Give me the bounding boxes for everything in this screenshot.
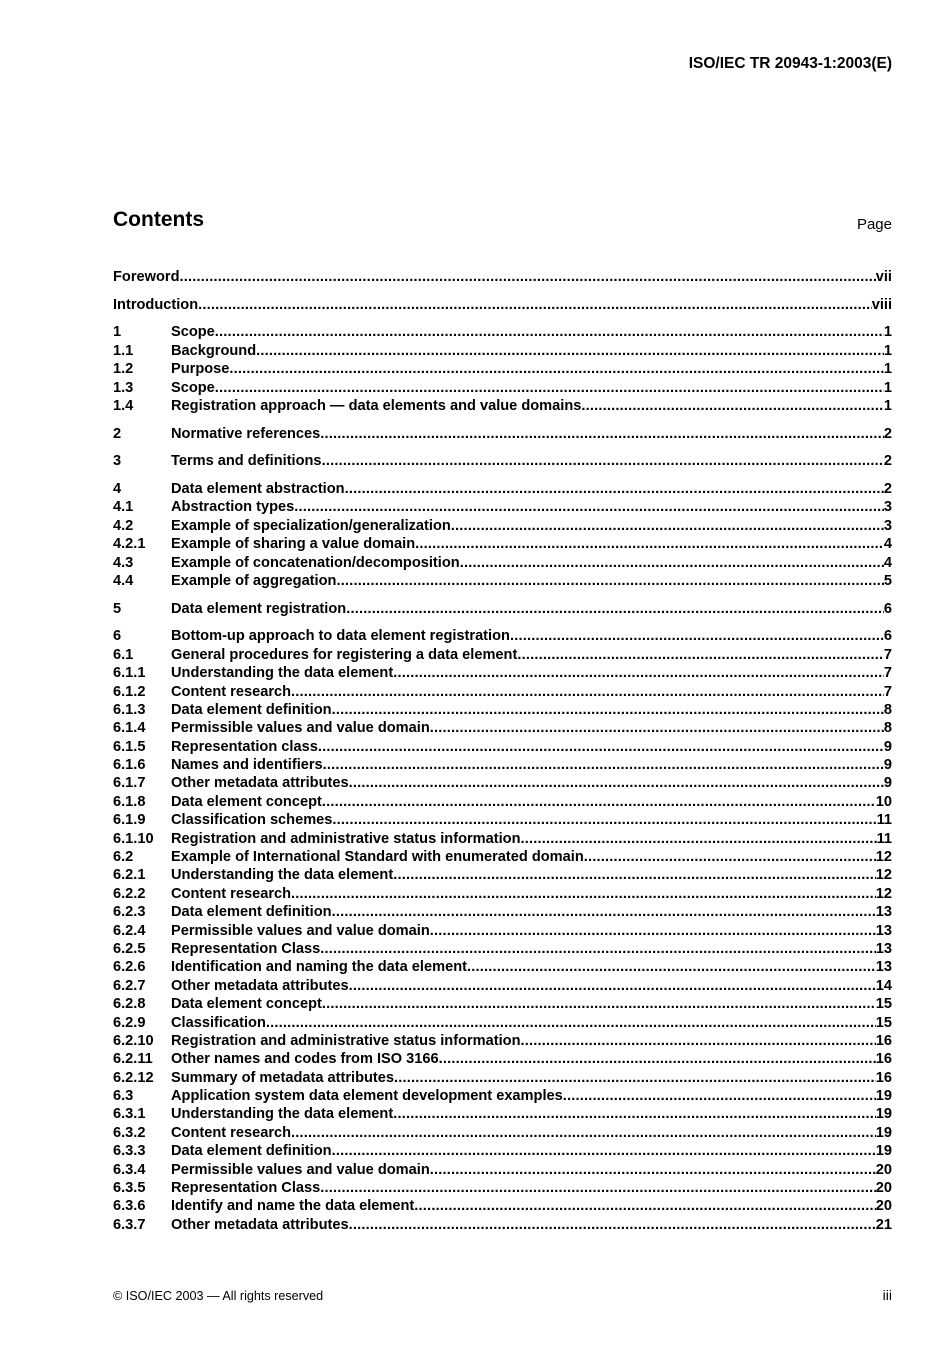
toc-group xyxy=(113,268,892,286)
toc-entry[interactable] xyxy=(113,701,892,719)
toc-dot-leader xyxy=(517,646,884,664)
toc-entry-number: 6.2.12 xyxy=(113,1069,154,1086)
toc-entry-title: Summary of metadata attributes xyxy=(171,1069,395,1086)
toc-entry-page: 12 xyxy=(875,885,892,902)
toc-dot-leader xyxy=(322,995,876,1013)
toc-entry-title: Other names and codes from ISO 3166 xyxy=(171,1051,439,1068)
toc-entry-title: Classification xyxy=(171,1014,266,1031)
toc-entry-page: viii xyxy=(871,296,892,313)
toc-entry-page: 6 xyxy=(883,600,892,617)
toc-entry[interactable] xyxy=(113,977,892,995)
toc-dot-leader xyxy=(229,360,883,378)
toc-entry-page: 10 xyxy=(875,793,892,810)
toc-entry[interactable] xyxy=(113,719,892,737)
toc-entry-page: 16 xyxy=(875,1069,892,1086)
toc-dot-leader xyxy=(393,1105,876,1123)
toc-entry-number: 4.1 xyxy=(113,499,134,516)
toc-entry-title: Permissible values and value domain xyxy=(171,922,430,939)
toc-entry[interactable] xyxy=(113,1142,892,1160)
toc-dot-leader xyxy=(467,958,876,976)
toc-dot-leader xyxy=(430,1161,876,1179)
toc-entry-number: 4 xyxy=(113,481,122,497)
toc-entry-title: Data element definition xyxy=(171,1143,332,1160)
toc-entry-number: 6.1.6 xyxy=(113,757,146,774)
toc-entry-number: 6.1.2 xyxy=(113,683,146,700)
toc-entry-title: Registration approach — data elements and value domains xyxy=(171,397,582,414)
toc-dot-leader xyxy=(291,885,876,903)
toc-entry[interactable] xyxy=(113,498,892,516)
toc-entry[interactable] xyxy=(113,379,892,397)
toc-dot-leader xyxy=(346,600,884,618)
toc-entry-number: 6.2.10 xyxy=(113,1032,154,1049)
toc-entry[interactable] xyxy=(113,885,892,903)
toc-dot-leader xyxy=(430,719,884,737)
toc-dot-leader xyxy=(294,498,884,516)
toc-entry[interactable] xyxy=(113,683,892,701)
toc-entry-page: 19 xyxy=(875,1124,892,1141)
toc-dot-leader xyxy=(256,342,884,360)
toc-dot-leader xyxy=(584,848,876,866)
toc-entry-number: 6.2.7 xyxy=(113,977,146,994)
page-number: iii xyxy=(882,1287,892,1303)
page-column-label: Page xyxy=(856,216,892,233)
toc-entry-title: Abstraction types xyxy=(171,499,295,516)
toc-dot-leader xyxy=(332,1142,876,1160)
toc-entry-number: 6.2.11 xyxy=(113,1051,153,1068)
toc-entry-page: 2 xyxy=(883,453,892,470)
toc-entry[interactable] xyxy=(113,793,892,811)
toc-dot-leader xyxy=(451,517,884,535)
toc-entry-title: Registration and administrative status information xyxy=(171,830,521,847)
toc-entry-page: 20 xyxy=(875,1161,892,1178)
toc-dot-leader xyxy=(415,535,884,553)
toc-entry-number: 4.2.1 xyxy=(113,536,146,553)
toc-entry-title: Content research xyxy=(171,683,292,700)
toc-dot-leader xyxy=(393,664,884,682)
copyright-notice: © ISO/IEC 2003 — All rights reserved xyxy=(113,1289,324,1303)
toc-group xyxy=(113,600,892,618)
toc-dot-leader xyxy=(320,425,884,443)
toc-entry[interactable] xyxy=(113,830,892,848)
table-of-contents xyxy=(113,268,892,1244)
toc-entry-title: Representation Class xyxy=(171,1180,321,1197)
toc-dot-leader xyxy=(266,1014,876,1032)
toc-entry[interactable] xyxy=(113,452,892,470)
toc-entry-title: Content research xyxy=(171,1124,292,1141)
toc-entry-number: 1.1 xyxy=(113,342,134,359)
toc-entry[interactable] xyxy=(113,940,892,958)
toc-entry-page: 7 xyxy=(883,646,892,663)
toc-entry-page: 5 xyxy=(883,572,892,589)
toc-entry[interactable] xyxy=(113,922,892,940)
toc-dot-leader xyxy=(336,572,883,590)
toc-entry-page: 15 xyxy=(875,1014,892,1031)
toc-entry-title: Understanding the data element xyxy=(171,867,394,884)
contents-heading: Contents xyxy=(113,208,204,231)
toc-entry-title: Other metadata attributes xyxy=(171,977,349,994)
document-identifier: ISO/IEC TR 20943-1:2003(E) xyxy=(688,55,892,72)
toc-entry-title: Identify and name the data element xyxy=(171,1198,415,1215)
toc-dot-leader xyxy=(521,830,877,848)
toc-entry[interactable] xyxy=(113,296,892,314)
toc-entry-title: Foreword xyxy=(113,269,180,285)
toc-entry[interactable] xyxy=(113,646,892,664)
toc-entry-number: 6.1 xyxy=(113,646,134,663)
toc-dot-leader xyxy=(291,683,884,701)
toc-entry-page: 20 xyxy=(875,1180,892,1197)
toc-entry-title: Example of concatenation/decomposition xyxy=(171,554,460,571)
toc-entry-page: 2 xyxy=(883,481,892,497)
toc-entry[interactable] xyxy=(113,323,892,341)
toc-entry-number: 6.1.1 xyxy=(113,665,146,682)
toc-dot-leader xyxy=(510,627,884,645)
toc-entry[interactable] xyxy=(113,535,892,553)
toc-entry-title: Data element definition xyxy=(171,904,332,921)
toc-entry-page: 13 xyxy=(875,959,892,976)
toc-entry-page: 8 xyxy=(883,701,892,718)
toc-entry-title: Data element concept xyxy=(171,996,322,1013)
toc-entry[interactable] xyxy=(113,756,892,774)
toc-entry-page: 1 xyxy=(883,379,892,396)
toc-dot-leader xyxy=(521,1032,876,1050)
toc-dot-leader xyxy=(345,480,884,498)
toc-entry-title: Identification and naming the data element xyxy=(171,959,467,976)
toc-entry[interactable] xyxy=(113,995,892,1013)
toc-entry-page: 20 xyxy=(875,1198,892,1215)
toc-entry-title: Permissible values and value domain xyxy=(171,720,430,737)
toc-entry-page: 7 xyxy=(883,665,892,682)
toc-entry-number: 6.1.5 xyxy=(113,738,146,755)
toc-dot-leader xyxy=(349,977,876,995)
toc-entry-number: 6.1.10 xyxy=(113,830,154,847)
toc-entry-page: 19 xyxy=(875,1143,892,1160)
toc-entry-number: 6.1.4 xyxy=(113,720,146,737)
toc-entry-number: 6.2.3 xyxy=(113,904,146,921)
toc-entry-number: 6.2.6 xyxy=(113,959,146,976)
toc-entry-number: 6.3.1 xyxy=(113,1106,146,1123)
toc-dot-leader xyxy=(394,1069,876,1087)
toc-entry[interactable] xyxy=(113,848,892,866)
toc-entry-number: 6.3.7 xyxy=(113,1216,146,1233)
toc-entry[interactable] xyxy=(113,774,892,792)
toc-entry-page: 13 xyxy=(875,922,892,939)
toc-group xyxy=(113,452,892,470)
toc-entry[interactable] xyxy=(113,268,892,286)
toc-entry-title: Data element registration xyxy=(171,600,347,617)
toc-entry[interactable] xyxy=(113,397,892,415)
toc-entry-page: 4 xyxy=(883,554,892,571)
toc-entry-number: 6.2.9 xyxy=(113,1014,146,1031)
toc-entry-title: Representation Class xyxy=(171,940,321,957)
toc-entry-title: Data element concept xyxy=(171,793,322,810)
toc-entry-page: 2 xyxy=(883,425,892,442)
toc-entry-number: 2 xyxy=(113,425,122,442)
toc-entry[interactable] xyxy=(113,738,892,756)
toc-entry-page: 16 xyxy=(875,1032,892,1049)
toc-entry-title: Classification schemes xyxy=(171,812,333,829)
toc-entry-page: 21 xyxy=(875,1216,892,1233)
toc-dot-leader xyxy=(215,323,884,341)
toc-entry-page: 9 xyxy=(883,757,892,774)
toc-entry-number: 5 xyxy=(113,600,122,617)
toc-entry-number: 6.2.1 xyxy=(113,867,146,884)
toc-dot-leader xyxy=(322,452,884,470)
toc-entry-page: 7 xyxy=(883,683,892,700)
toc-dot-leader xyxy=(393,866,876,884)
toc-entry-number: 6.3.6 xyxy=(113,1198,146,1215)
toc-entry-page: 3 xyxy=(883,499,892,516)
toc-entry-page: 14 xyxy=(875,977,892,994)
toc-dot-leader xyxy=(349,774,884,792)
toc-entry-title: General procedures for registering a data element xyxy=(171,646,518,663)
toc-entry-number: 1.3 xyxy=(113,379,134,396)
toc-entry-number: 6.3.4 xyxy=(113,1161,146,1178)
toc-entry[interactable] xyxy=(113,1050,892,1068)
toc-dot-leader xyxy=(430,922,876,940)
toc-entry-title: Content research xyxy=(171,885,292,902)
toc-entry[interactable] xyxy=(113,572,892,590)
toc-entry-title: Names and identifiers xyxy=(171,757,323,774)
toc-dot-leader xyxy=(414,1197,875,1215)
toc-entry-number: 6.2 xyxy=(113,849,134,866)
toc-dot-leader xyxy=(291,1124,876,1142)
toc-entry-number: 6.2.8 xyxy=(113,996,146,1013)
toc-entry-page: 9 xyxy=(883,738,892,755)
toc-dot-leader xyxy=(332,701,884,719)
toc-entry-page: 4 xyxy=(883,536,892,553)
toc-entry-page: 1 xyxy=(883,324,892,341)
toc-entry-number: 6.3.3 xyxy=(113,1143,146,1160)
toc-entry-page: 12 xyxy=(875,849,892,866)
toc-entry[interactable] xyxy=(113,1161,892,1179)
toc-entry-page: 19 xyxy=(875,1088,892,1105)
toc-entry-title: Normative references xyxy=(171,425,321,442)
toc-entry-title: Background xyxy=(171,342,257,359)
toc-entry-number: 6.3 xyxy=(113,1088,134,1105)
toc-dot-leader xyxy=(439,1050,876,1068)
toc-entry-title: Other metadata attributes xyxy=(171,1216,349,1233)
toc-entry[interactable] xyxy=(113,627,892,645)
toc-entry[interactable] xyxy=(113,554,892,572)
toc-dot-leader xyxy=(318,738,884,756)
toc-group xyxy=(113,296,892,314)
toc-entry[interactable] xyxy=(113,903,892,921)
toc-entry-page: 1 xyxy=(883,342,892,359)
toc-dot-leader xyxy=(581,397,884,415)
toc-entry-number: 1 xyxy=(113,324,122,341)
toc-entry-page: 1 xyxy=(883,361,892,378)
toc-dot-leader xyxy=(323,756,884,774)
toc-dot-leader xyxy=(563,1087,876,1105)
toc-entry[interactable] xyxy=(113,425,892,443)
toc-entry-page: 19 xyxy=(875,1106,892,1123)
toc-entry-page: 15 xyxy=(875,996,892,1013)
toc-entry-title: Example of aggregation xyxy=(171,572,337,589)
toc-entry-number: 4.2 xyxy=(113,517,134,534)
toc-entry-title: Other metadata attributes xyxy=(171,775,349,792)
toc-group xyxy=(113,480,892,590)
toc-entry-title: Introduction xyxy=(113,296,199,313)
toc-entry-number: 6.1.9 xyxy=(113,812,146,829)
toc-entry[interactable] xyxy=(113,1087,892,1105)
toc-entry-number: 6 xyxy=(113,628,122,645)
toc-entry[interactable] xyxy=(113,866,892,884)
toc-entry[interactable] xyxy=(113,342,892,360)
toc-entry-number: 6.1.8 xyxy=(113,793,146,810)
toc-entry-number: 6.2.2 xyxy=(113,885,146,902)
toc-dot-leader xyxy=(322,793,876,811)
toc-dot-leader xyxy=(320,1179,876,1197)
toc-entry[interactable] xyxy=(113,480,892,498)
toc-entry-title: Example of sharing a value domain xyxy=(171,536,416,553)
toc-entry-number: 1.2 xyxy=(113,361,134,378)
toc-dot-leader xyxy=(198,296,872,314)
toc-entry-number: 4.4 xyxy=(113,572,134,589)
toc-entry[interactable] xyxy=(113,1124,892,1142)
toc-entry-number: 6.2.4 xyxy=(113,922,146,939)
toc-entry-title: Example of International Standard with enumerated domain xyxy=(171,849,584,866)
toc-entry-title: Data element abstraction xyxy=(171,481,345,497)
toc-entry-page: 13 xyxy=(875,904,892,921)
toc-entry-title: Terms and definitions xyxy=(171,453,322,470)
toc-entry-title: Scope xyxy=(171,379,215,396)
toc-entry-number: 3 xyxy=(113,453,122,470)
toc-entry-page: 11 xyxy=(876,830,892,847)
toc-entry-number: 6.1.7 xyxy=(113,775,146,792)
toc-entry-page: 13 xyxy=(875,940,892,957)
toc-entry-page: 16 xyxy=(875,1051,892,1068)
toc-entry[interactable] xyxy=(113,600,892,618)
toc-dot-leader xyxy=(320,940,876,958)
toc-dot-leader xyxy=(179,268,875,286)
toc-entry-page: vii xyxy=(875,269,892,285)
toc-entry-page: 3 xyxy=(883,517,892,534)
toc-group xyxy=(113,627,892,1234)
toc-entry[interactable] xyxy=(113,1216,892,1234)
toc-entry-page: 8 xyxy=(883,720,892,737)
toc-entry-number: 4.3 xyxy=(113,554,134,571)
toc-entry-title: Bottom-up approach to data element registration xyxy=(171,628,510,645)
toc-entry-page: 1 xyxy=(883,397,892,414)
toc-entry-title: Permissible values and value domain xyxy=(171,1161,430,1178)
toc-entry-number: 6.2.5 xyxy=(113,940,146,957)
toc-dot-leader xyxy=(332,903,876,921)
toc-entry-title: Representation class xyxy=(171,738,318,755)
toc-entry-title: Purpose xyxy=(171,361,230,378)
toc-entry-title: Understanding the data element xyxy=(171,1106,394,1123)
toc-group xyxy=(113,425,892,443)
toc-entry-title: Application system data element development examples xyxy=(171,1088,563,1105)
toc-entry-page: 12 xyxy=(875,867,892,884)
toc-entry-number: 6.3.2 xyxy=(113,1124,146,1141)
toc-dot-leader xyxy=(460,554,884,572)
toc-entry[interactable] xyxy=(113,360,892,378)
toc-entry[interactable] xyxy=(113,1014,892,1032)
toc-entry-page: 9 xyxy=(883,775,892,792)
toc-entry[interactable] xyxy=(113,1197,892,1215)
toc-dot-leader xyxy=(215,379,884,397)
toc-entry[interactable] xyxy=(113,1069,892,1087)
toc-entry-title: Scope xyxy=(171,324,215,341)
toc-dot-leader xyxy=(349,1216,876,1234)
toc-entry-page: 6 xyxy=(883,628,892,645)
toc-entry[interactable] xyxy=(113,517,892,535)
toc-entry[interactable] xyxy=(113,1105,892,1123)
toc-entry[interactable] xyxy=(113,664,892,682)
toc-entry-number: 6.1.3 xyxy=(113,701,146,718)
toc-entry-page: 11 xyxy=(876,812,892,829)
toc-entry[interactable] xyxy=(113,1032,892,1050)
toc-dot-leader xyxy=(332,811,876,829)
toc-entry-number: 6.3.5 xyxy=(113,1180,146,1197)
toc-entry-title: Data element definition xyxy=(171,701,332,718)
toc-entry[interactable] xyxy=(113,811,892,829)
toc-entry-title: Registration and administrative status information xyxy=(171,1032,521,1049)
toc-entry-number: 1.4 xyxy=(113,397,134,414)
toc-group xyxy=(113,323,892,415)
toc-entry[interactable] xyxy=(113,958,892,976)
toc-entry[interactable] xyxy=(113,1179,892,1197)
toc-entry-title: Example of specialization/generalization xyxy=(171,517,451,534)
toc-entry-title: Understanding the data element xyxy=(171,665,394,682)
